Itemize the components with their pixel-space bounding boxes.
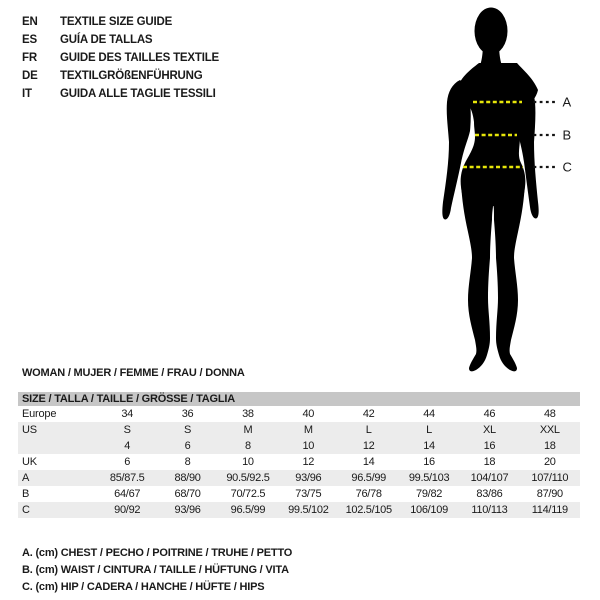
table-row	[18, 406, 580, 422]
size-cell: 6	[124, 456, 131, 468]
size-cell: 42	[362, 408, 375, 420]
silhouette-body	[442, 8, 538, 372]
size-cell: 70/72.5	[230, 488, 266, 500]
size-cell: L	[426, 424, 432, 436]
table-row	[18, 454, 580, 470]
language-list	[22, 13, 219, 103]
size-cell: 16	[423, 456, 435, 468]
size-cell: M	[303, 424, 313, 436]
size-cell: 6	[184, 440, 191, 452]
legend-line: A. (cm) CHEST / PECHO / POITRINE / TRUHE / PETTO	[22, 547, 293, 559]
size-cell: 64/67	[114, 488, 141, 500]
size-cell: 79/82	[416, 488, 443, 500]
size-cell: 40	[302, 408, 315, 420]
table-row	[18, 438, 580, 454]
marker-label-c: C	[562, 159, 572, 175]
size-cell: 12	[362, 440, 375, 452]
size-cell: XXL	[539, 424, 560, 436]
size-cell: 104/107	[470, 472, 509, 484]
size-cell: 10	[242, 456, 254, 468]
language-row	[22, 85, 219, 103]
size-cell: 68/70	[174, 488, 201, 500]
table-body	[18, 406, 580, 518]
language-title: GUIDA ALLE TAGLIE TESSILI	[60, 88, 216, 100]
size-cell: 102.5/105	[345, 504, 392, 516]
language-code: EN	[22, 16, 38, 28]
size-cell: S	[184, 424, 192, 436]
table-row	[18, 486, 580, 502]
language-code: FR	[22, 52, 37, 64]
table-row	[18, 470, 580, 486]
size-cell: 85/87.5	[109, 472, 145, 484]
size-cell: 93/96	[174, 504, 201, 516]
silhouette-right-leg	[494, 183, 526, 371]
table-row	[18, 502, 580, 518]
size-cell: 93/96	[295, 472, 322, 484]
size-cell: 110/113	[471, 504, 508, 516]
row-label: B	[22, 488, 30, 500]
language-title: GUIDE DES TAILLES TEXTILE	[60, 52, 219, 64]
size-cell: 38	[242, 408, 254, 420]
size-cell: 44	[423, 408, 435, 420]
size-cell: 14	[423, 440, 435, 452]
language-code: ES	[22, 34, 37, 46]
size-cell: 10	[302, 440, 315, 452]
row-label: Europe	[22, 408, 57, 420]
woman-silhouette-icon	[400, 0, 600, 380]
size-cell: 14	[362, 456, 375, 468]
table-header-bar: SIZE / TALLA / TAILLE / GRÖSSE / TAGLIA	[18, 392, 580, 406]
legend-line: B. (cm) WAIST / CINTURA / TAILLE / HÜFTUNG / VITA	[22, 564, 289, 576]
size-cell: 99.5/103	[408, 472, 450, 484]
row-label: C	[22, 504, 30, 516]
legend-line: C. (cm) HIP / CADERA / HANCHE / HÜFTE / HIPS	[22, 581, 265, 593]
language-row	[22, 49, 219, 67]
size-cell: 106/109	[410, 504, 448, 516]
language-row	[22, 13, 219, 31]
size-cell: 107/110	[531, 472, 569, 484]
size-cell: 36	[181, 408, 194, 420]
size-cell: 99.5/102	[288, 504, 329, 516]
size-cell: 20	[543, 456, 556, 468]
size-cell: 114/119	[531, 504, 568, 516]
row-label	[18, 438, 97, 454]
size-cell: 73/75	[295, 488, 322, 500]
language-row	[22, 31, 219, 49]
size-cell: 90.5/92.5	[226, 472, 270, 484]
measurement-legend	[22, 545, 292, 596]
language-title: GUÍA DE TALLAS	[60, 34, 153, 46]
size-cell: XL	[483, 424, 496, 436]
language-row	[22, 67, 219, 85]
size-cell: 96.5/99	[230, 504, 266, 516]
size-cell: S	[123, 424, 131, 436]
size-cell: 46	[483, 408, 496, 420]
figure-area	[400, 0, 600, 380]
size-cell: 34	[121, 408, 133, 420]
table-row	[18, 422, 580, 438]
row-label: US	[22, 424, 37, 436]
language-title: TEXTILE SIZE GUIDE	[60, 16, 173, 28]
size-cell: 76/78	[355, 488, 382, 500]
size-cell: 12	[302, 456, 315, 468]
silhouette-left-leg	[461, 183, 493, 371]
size-cell: 87/90	[536, 488, 563, 500]
language-title: TEXTILGRÖßENFÜHRUNG	[60, 70, 203, 82]
size-cell: 16	[483, 440, 496, 452]
size-cell: 90/92	[114, 504, 141, 516]
size-cell: L	[365, 424, 372, 436]
size-cell: 88/90	[174, 472, 201, 484]
row-label: UK	[22, 456, 37, 468]
marker-label-b: B	[562, 127, 572, 143]
row-label: A	[22, 472, 30, 484]
size-cell: 96.5/99	[351, 472, 386, 484]
language-code: IT	[22, 88, 32, 100]
language-code: DE	[22, 70, 38, 82]
size-table	[18, 392, 580, 518]
group-title: WOMAN / MUJER / FEMME / FRAU / DONNA	[22, 367, 245, 379]
size-cell: 83/86	[476, 488, 503, 500]
size-cell: 18	[543, 440, 556, 452]
size-cell: 48	[543, 408, 556, 420]
size-cell: M	[243, 424, 253, 436]
size-cell: 4	[124, 440, 131, 452]
marker-label-a: A	[562, 94, 572, 110]
size-cell: 8	[184, 456, 191, 468]
size-cell: 8	[245, 440, 251, 452]
size-cell: 18	[483, 456, 496, 468]
